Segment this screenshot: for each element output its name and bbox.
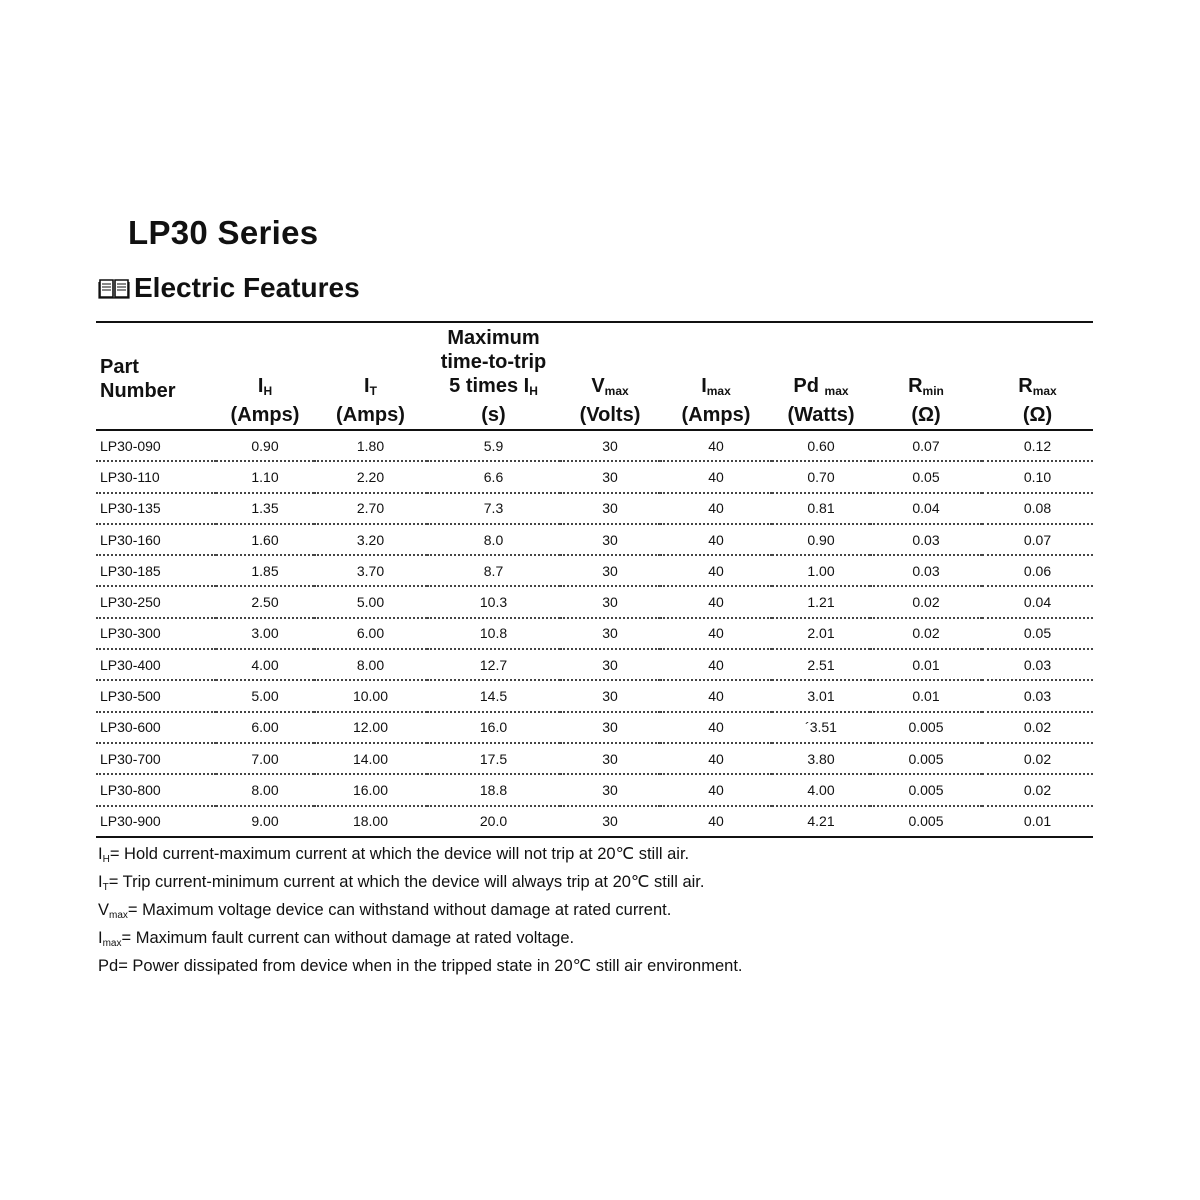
cell-rmax: 0.01 [982, 806, 1093, 837]
cell-time-to-trip: 17.5 [427, 743, 560, 774]
cell-part-number: LP30-700 [96, 743, 216, 774]
cell-time-to-trip: 8.0 [427, 524, 560, 555]
cell-time-to-trip: 18.8 [427, 774, 560, 805]
header-it: $I_T$ [364, 375, 377, 398]
cell-imax: 40 [660, 680, 772, 711]
unit-time-to-trip: (s) [427, 403, 560, 430]
cell-ih: 1.35 [216, 493, 314, 524]
table-row [96, 618, 1093, 649]
footnote-line [98, 927, 743, 955]
cell-ih: 9.00 [216, 806, 314, 837]
table-row [96, 555, 1093, 586]
cell-vmax: 30 [560, 555, 660, 586]
table-row [96, 712, 1093, 743]
table-row [96, 524, 1093, 555]
cell-rmax: 0.07 [982, 524, 1093, 555]
cell-pd-max: 3.01 [772, 680, 870, 711]
cell-rmax: 0.03 [982, 680, 1093, 711]
cell-rmin: 0.07 [870, 430, 982, 461]
cell-ih: 7.00 [216, 743, 314, 774]
cell-imax: 40 [660, 586, 772, 617]
footnote-subscript: H [102, 854, 110, 865]
footnote-text: = Trip current-minimum current at which the device will always trip at 20℃ still air. [108, 873, 705, 891]
cell-it: 3.70 [314, 555, 427, 586]
cell-time-to-trip: 14.5 [427, 680, 560, 711]
cell-ih: 1.85 [216, 555, 314, 586]
cell-imax: 40 [660, 430, 772, 461]
cell-time-to-trip: 5.9 [427, 430, 560, 461]
cell-ih: 1.10 [216, 461, 314, 492]
footnote-line [98, 843, 743, 871]
cell-rmax: 0.04 [982, 586, 1093, 617]
electric-features-table-wrap [96, 321, 1093, 838]
footnote-text: = Maximum voltage device can withstand without damage at rated current. [127, 901, 672, 919]
cell-pd-max: 0.81 [772, 493, 870, 524]
cell-imax: 40 [660, 493, 772, 524]
header-imax: $I_{max}$ [701, 375, 731, 398]
cell-it: 1.80 [314, 430, 427, 461]
cell-it: 10.00 [314, 680, 427, 711]
cell-vmax: 30 [560, 461, 660, 492]
header-rmin: $R_{min}$ [908, 375, 944, 398]
cell-part-number: LP30-160 [96, 524, 216, 555]
cell-time-to-trip: 10.8 [427, 618, 560, 649]
cell-vmax: 30 [560, 586, 660, 617]
cell-vmax: 30 [560, 712, 660, 743]
cell-part-number: LP30-135 [96, 493, 216, 524]
cell-time-to-trip: 16.0 [427, 712, 560, 743]
cell-ih: 3.00 [216, 618, 314, 649]
footnote-line [98, 955, 743, 977]
table-row [96, 743, 1093, 774]
cell-vmax: 30 [560, 774, 660, 805]
cell-vmax: 30 [560, 680, 660, 711]
cell-it: 16.00 [314, 774, 427, 805]
unit-it: (Amps) [314, 403, 427, 430]
section-heading [98, 272, 360, 304]
cell-ih: 6.00 [216, 712, 314, 743]
unit-ih: (Amps) [216, 403, 314, 430]
cell-rmax: 0.02 [982, 743, 1093, 774]
table-row [96, 774, 1093, 805]
cell-imax: 40 [660, 618, 772, 649]
cell-imax: 40 [660, 461, 772, 492]
header-part-number: Part Number [100, 356, 176, 402]
cell-part-number: LP30-800 [96, 774, 216, 805]
cell-time-to-trip: 8.7 [427, 555, 560, 586]
unit-imax: (Amps) [660, 403, 772, 430]
cell-time-to-trip: 7.3 [427, 493, 560, 524]
footnote-text: = Power dissipated from device when in the tripped state in 20℃ still air environment. [118, 957, 743, 975]
cell-vmax: 30 [560, 524, 660, 555]
cell-vmax: 30 [560, 618, 660, 649]
cell-rmin: 0.02 [870, 586, 982, 617]
cell-rmax: 0.02 [982, 774, 1093, 805]
cell-ih: 0.90 [216, 430, 314, 461]
table-body [96, 430, 1093, 837]
cell-pd-max: 4.00 [772, 774, 870, 805]
cell-rmin: 0.05 [870, 461, 982, 492]
cell-part-number: LP30-500 [96, 680, 216, 711]
cell-imax: 40 [660, 712, 772, 743]
footnote-symbol: I [98, 929, 103, 947]
cell-imax: 40 [660, 649, 772, 680]
table-row [96, 586, 1093, 617]
cell-it: 2.70 [314, 493, 427, 524]
header-ih: $I_H$ [257, 375, 273, 398]
cell-rmax: 0.12 [982, 430, 1093, 461]
cell-rmin: 0.005 [870, 774, 982, 805]
cell-time-to-trip: 6.6 [427, 461, 560, 492]
cell-pd-max: 0.70 [772, 461, 870, 492]
cell-imax: 40 [660, 806, 772, 837]
header-vmax: $V_{max}$ [591, 375, 629, 398]
cell-ih: 4.00 [216, 649, 314, 680]
table-row [96, 493, 1093, 524]
header-rmax: $R_{max}$ [1018, 375, 1057, 398]
footnote-symbol: I [98, 873, 103, 891]
cell-time-to-trip: 20.0 [427, 806, 560, 837]
cell-vmax: 30 [560, 649, 660, 680]
footnote-line [98, 899, 743, 927]
header-time-to-trip: Maximum time-to-trip 5 times $I_H$ [440, 327, 547, 398]
cell-it: 18.00 [314, 806, 427, 837]
cell-vmax: 30 [560, 430, 660, 461]
unit-part [96, 403, 216, 430]
footnotes [98, 843, 743, 977]
cell-imax: 40 [660, 555, 772, 586]
cell-it: 2.20 [314, 461, 427, 492]
unit-pd: (Watts) [772, 403, 870, 430]
cell-ih: 8.00 [216, 774, 314, 805]
book-icon [98, 277, 130, 299]
cell-pd-max: 0.60 [772, 430, 870, 461]
table-row [96, 806, 1093, 837]
cell-rmin: 0.005 [870, 712, 982, 743]
footnote-text: = Hold current-maximum current at which the device will not trip at 20℃ still air. [109, 845, 690, 863]
cell-vmax: 30 [560, 806, 660, 837]
unit-rmax: (Ω) [982, 403, 1093, 430]
cell-imax: 40 [660, 524, 772, 555]
cell-part-number: LP30-090 [96, 430, 216, 461]
cell-it: 6.00 [314, 618, 427, 649]
footnote-subscript: max [109, 910, 128, 921]
table-row [96, 649, 1093, 680]
footnote-symbol: V [98, 901, 110, 919]
footnote-subscript: max [102, 938, 122, 949]
cell-time-to-trip: 12.7 [427, 649, 560, 680]
footnote-symbol: Pd [98, 957, 119, 975]
cell-rmin: 0.02 [870, 618, 982, 649]
footnote-symbol: I [98, 845, 103, 863]
cell-part-number: LP30-300 [96, 618, 216, 649]
page-title: LP30 Series [128, 214, 319, 251]
section-heading-text: Electric Features [134, 272, 360, 303]
cell-rmax: 0.03 [982, 649, 1093, 680]
cell-ih: 5.00 [216, 680, 314, 711]
cell-vmax: 30 [560, 493, 660, 524]
table-row [96, 680, 1093, 711]
header-pd-max: Pd $_{max}$ [793, 375, 849, 398]
cell-pd-max: 4.21 [772, 806, 870, 837]
cell-pd-max: 2.51 [772, 649, 870, 680]
cell-part-number: LP30-185 [96, 555, 216, 586]
footnote-text: = Maximum fault current can without damage at rated voltage. [121, 929, 575, 947]
cell-it: 14.00 [314, 743, 427, 774]
footnote-subscript: T [102, 882, 109, 893]
cell-pd-max: 2.01 [772, 618, 870, 649]
footnote-line [98, 871, 743, 899]
cell-part-number: LP30-250 [96, 586, 216, 617]
unit-vmax: (Volts) [560, 403, 660, 430]
cell-part-number: LP30-600 [96, 712, 216, 743]
cell-it: 5.00 [314, 586, 427, 617]
cell-ih: 2.50 [216, 586, 314, 617]
electric-features-table [96, 321, 1093, 838]
cell-rmax: 0.05 [982, 618, 1093, 649]
cell-imax: 40 [660, 743, 772, 774]
cell-pd-max: ´3.51 [772, 712, 870, 743]
cell-rmax: 0.02 [982, 712, 1093, 743]
table-row [96, 461, 1093, 492]
cell-pd-max: 3.80 [772, 743, 870, 774]
cell-rmin: 0.005 [870, 743, 982, 774]
cell-time-to-trip: 10.3 [427, 586, 560, 617]
cell-rmax: 0.08 [982, 493, 1093, 524]
cell-ih: 1.60 [216, 524, 314, 555]
unit-rmin: (Ω) [870, 403, 982, 430]
cell-imax: 40 [660, 774, 772, 805]
cell-part-number: LP30-400 [96, 649, 216, 680]
cell-rmin: 0.03 [870, 524, 982, 555]
cell-rmin: 0.03 [870, 555, 982, 586]
cell-part-number: LP30-110 [96, 461, 216, 492]
cell-part-number: LP30-900 [96, 806, 216, 837]
cell-rmax: 0.06 [982, 555, 1093, 586]
cell-pd-max: 1.00 [772, 555, 870, 586]
table-row [96, 430, 1093, 461]
cell-it: 3.20 [314, 524, 427, 555]
cell-rmax: 0.10 [982, 461, 1093, 492]
cell-pd-max: 1.21 [772, 586, 870, 617]
cell-rmin: 0.01 [870, 649, 982, 680]
cell-vmax: 30 [560, 743, 660, 774]
cell-it: 12.00 [314, 712, 427, 743]
cell-pd-max: 0.90 [772, 524, 870, 555]
cell-rmin: 0.01 [870, 680, 982, 711]
cell-rmin: 0.005 [870, 806, 982, 837]
cell-rmin: 0.04 [870, 493, 982, 524]
cell-it: 8.00 [314, 649, 427, 680]
